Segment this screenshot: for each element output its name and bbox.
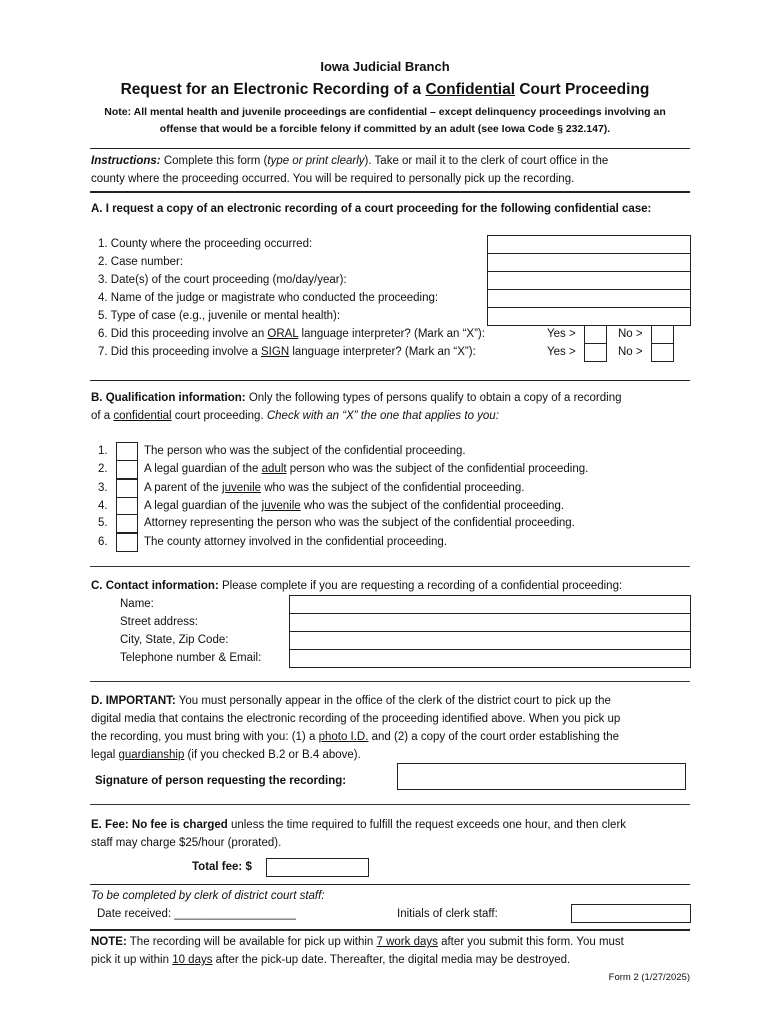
b-t2-pre: A legal guardian of the: [144, 463, 262, 475]
note-line-2: offense that would be a forcible felony if committed by an adult (see Iowa Code § 232.147).: [159, 123, 611, 135]
street-field[interactable]: [289, 613, 691, 632]
footer-line-1: [91, 936, 624, 948]
footer-line-2: [91, 954, 570, 966]
b-checkbox-2[interactable]: [116, 460, 138, 479]
section-c-heading: [91, 580, 622, 592]
e-heading-bold: E. Fee: No fee is charged: [91, 819, 228, 831]
b-t3-pre: A parent of the: [144, 482, 223, 494]
title-underlined: Confidential: [425, 81, 516, 98]
a-item-6: [98, 328, 485, 340]
oral-yes-checkbox[interactable]: [584, 325, 607, 344]
b2-pre: of a: [91, 410, 114, 422]
b-t3-u: juvenile: [222, 482, 262, 494]
divider: [90, 191, 690, 193]
f2-u: 10 days: [172, 954, 213, 966]
e-line-1: [91, 819, 626, 831]
b-checkbox-1[interactable]: [116, 442, 138, 461]
a-item-4: 4. Name of the judge or magistrate who conducted the proceeding:: [98, 292, 439, 304]
b-checkbox-3[interactable]: [116, 479, 138, 498]
e-line1-rest: unless the time required to fulfill the request exceeds one hour, and then clerk: [227, 819, 627, 831]
instructions-label: Instructions:: [91, 155, 161, 167]
b-checkbox-5[interactable]: [116, 514, 138, 533]
sign-no-checkbox[interactable]: [651, 343, 674, 362]
note-line-1: Note: All mental health and juvenile proceedings are confidential – except delinquency proceedings involving an: [104, 106, 666, 118]
sign-no-label: No >: [618, 346, 643, 358]
a6-u: ORAL: [267, 328, 299, 340]
f1-pre: The recording will be available for pick up within: [126, 936, 377, 948]
oral-no-label: No >: [618, 328, 643, 340]
b-t4-post: who was the subject of the confidential proceeding.: [300, 500, 565, 512]
case-number-field[interactable]: [487, 253, 691, 272]
b-num-5: 5.: [98, 517, 108, 529]
instructions-line-2: county where the proceeding occurred. You will be required to personally pick up the recording.: [91, 173, 575, 185]
b-text-2: [144, 463, 588, 475]
d3-pre: the recording, you must bring with you: (1) a: [91, 731, 319, 743]
a7-pre: 7. Did this proceeding involve a: [98, 346, 262, 358]
b-t2-u: adult: [261, 463, 287, 475]
d4-u: guardianship: [118, 749, 185, 761]
a-item-1: 1. County where the proceeding occurred:: [98, 238, 313, 250]
clerk-heading-text: To be completed by clerk of district court staff:: [91, 890, 325, 902]
d4-pre: legal: [91, 749, 119, 761]
a-item-7: [98, 346, 476, 358]
divider: [90, 380, 690, 381]
d-line-2: digital media that contains the electronic recording of the proceeding identified above. When you pick up: [91, 713, 621, 725]
b-num-3: 3.: [98, 482, 108, 494]
clerk-heading: [91, 890, 325, 902]
divider: [90, 148, 690, 149]
f2-pre: pick it up within: [91, 954, 173, 966]
name-field[interactable]: [289, 595, 691, 614]
b2-italic: Check with an “X” the one that applies to you:: [266, 410, 499, 422]
instructions-line-1: [91, 155, 608, 167]
total-fee-label: Total fee: $: [192, 861, 252, 873]
divider: [90, 884, 690, 885]
b-checkbox-6[interactable]: [116, 533, 138, 552]
e-line-2: staff may charge $25/hour (prorated).: [91, 837, 282, 849]
signature-label: Signature of person requesting the recording:: [95, 775, 347, 787]
title-pre: Request for an Electronic Recording of a: [120, 81, 426, 98]
instr-1b: ). Take or mail it to the clerk of court office in the: [364, 155, 609, 167]
a-item-3: 3. Date(s) of the court proceeding (mo/day/year):: [98, 274, 347, 286]
b-t4-pre: A legal guardian of the: [144, 500, 262, 512]
c-phone-label: Telephone number & Email:: [120, 652, 262, 664]
b2-u: confidential: [113, 410, 172, 422]
b-heading-rest: Only the following types of persons qualify to obtain a copy of a recording: [245, 392, 622, 404]
a-item-5: 5. Type of case (e.g., juvenile or mental health):: [98, 310, 341, 322]
b-text-3: [144, 482, 524, 494]
title-post: Court Proceeding: [515, 81, 650, 98]
b-num-2: 2.: [98, 463, 108, 475]
footer-note-label: NOTE:: [91, 936, 127, 948]
oral-no-checkbox[interactable]: [651, 325, 674, 344]
f2-post: after the pick-up date. Thereafter, the digital media may be destroyed.: [212, 954, 571, 966]
signature-field[interactable]: [397, 763, 686, 790]
b-text-4: [144, 500, 564, 512]
b-t3-post: who was the subject of the confidential proceeding.: [261, 482, 525, 494]
d-heading-bold: D. IMPORTANT:: [91, 695, 176, 707]
judge-name-field[interactable]: [487, 289, 691, 308]
b-text-5: Attorney representing the person who was the subject of the confidential proceeding.: [144, 517, 575, 529]
b2-post: court proceeding.: [171, 410, 267, 422]
b-text-6: The county attorney involved in the confidential proceeding.: [144, 536, 448, 548]
section-b-heading: [91, 392, 622, 404]
a7-u: SIGN: [261, 346, 290, 358]
sign-yes-label: Yes >: [547, 346, 576, 358]
page-title: [0, 81, 770, 99]
instr-1a: Complete this form (: [160, 155, 268, 167]
instr-1i: type or print clearly: [267, 155, 365, 167]
phone-email-field[interactable]: [289, 649, 691, 668]
case-type-field[interactable]: [487, 307, 691, 326]
sign-yes-checkbox[interactable]: [584, 343, 607, 362]
d3-u: photo I.D.: [318, 731, 369, 743]
divider: [90, 929, 690, 931]
a6-pre: 6. Did this proceeding involve an: [98, 328, 268, 340]
clerk-initials-label: Initials of clerk staff:: [397, 908, 498, 920]
divider: [90, 804, 690, 805]
b-num-6: 6.: [98, 536, 108, 548]
total-fee-field[interactable]: [266, 858, 369, 877]
d3-post: and (2) a copy of the court order establishing the: [368, 731, 620, 743]
county-field[interactable]: [487, 235, 691, 254]
org-name: Iowa Judicial Branch: [320, 59, 450, 74]
c-heading-rest: Please complete if you are requesting a recording of a confidential proceeding:: [218, 580, 623, 592]
f1-post: after you submit this form. You must: [437, 936, 624, 948]
oral-yes-label: Yes >: [547, 328, 576, 340]
date-received: Date received: ___________________: [97, 908, 296, 920]
divider: [90, 566, 690, 567]
d-line-3: [91, 731, 619, 743]
form-id: Form 2 (1/27/2025): [608, 972, 690, 983]
a-item-2: 2. Case number:: [98, 256, 184, 268]
d4-post: (if you checked B.2 or B.4 above).: [184, 749, 361, 761]
d-line1-rest: You must personally appear in the office of the clerk of the district court to pick up the: [175, 695, 611, 707]
divider: [90, 681, 690, 682]
b-t2-post: person who was the subject of the confidential proceeding.: [286, 463, 589, 475]
c-street-label: Street address:: [120, 616, 198, 628]
a7-post: language interpreter? (Mark an “X”):: [289, 346, 476, 358]
section-b-line-2: [91, 410, 499, 422]
b-num-1: 1.: [98, 445, 108, 457]
city-state-zip-field[interactable]: [289, 631, 691, 650]
b-text-1: The person who was the subject of the confidential proceeding.: [144, 445, 466, 457]
d-line-4: [91, 749, 361, 761]
clerk-initials-field[interactable]: [571, 904, 691, 923]
section-a-heading: A. I request a copy of an electronic recording of a court proceeding for the following confidential case:: [91, 203, 652, 215]
f1-u: 7 work days: [376, 936, 438, 948]
d-line-1: [91, 695, 611, 707]
c-name-label: Name:: [120, 598, 154, 610]
b-heading-bold: B. Qualification information:: [91, 392, 246, 404]
proceeding-date-field[interactable]: [487, 271, 691, 290]
a6-post: language interpreter? (Mark an “X”):: [298, 328, 485, 340]
b-t4-u: juvenile: [261, 500, 301, 512]
c-heading-bold: C. Contact information:: [91, 580, 219, 592]
c-city-label: City, State, Zip Code:: [120, 634, 229, 646]
b-num-4: 4.: [98, 500, 108, 512]
